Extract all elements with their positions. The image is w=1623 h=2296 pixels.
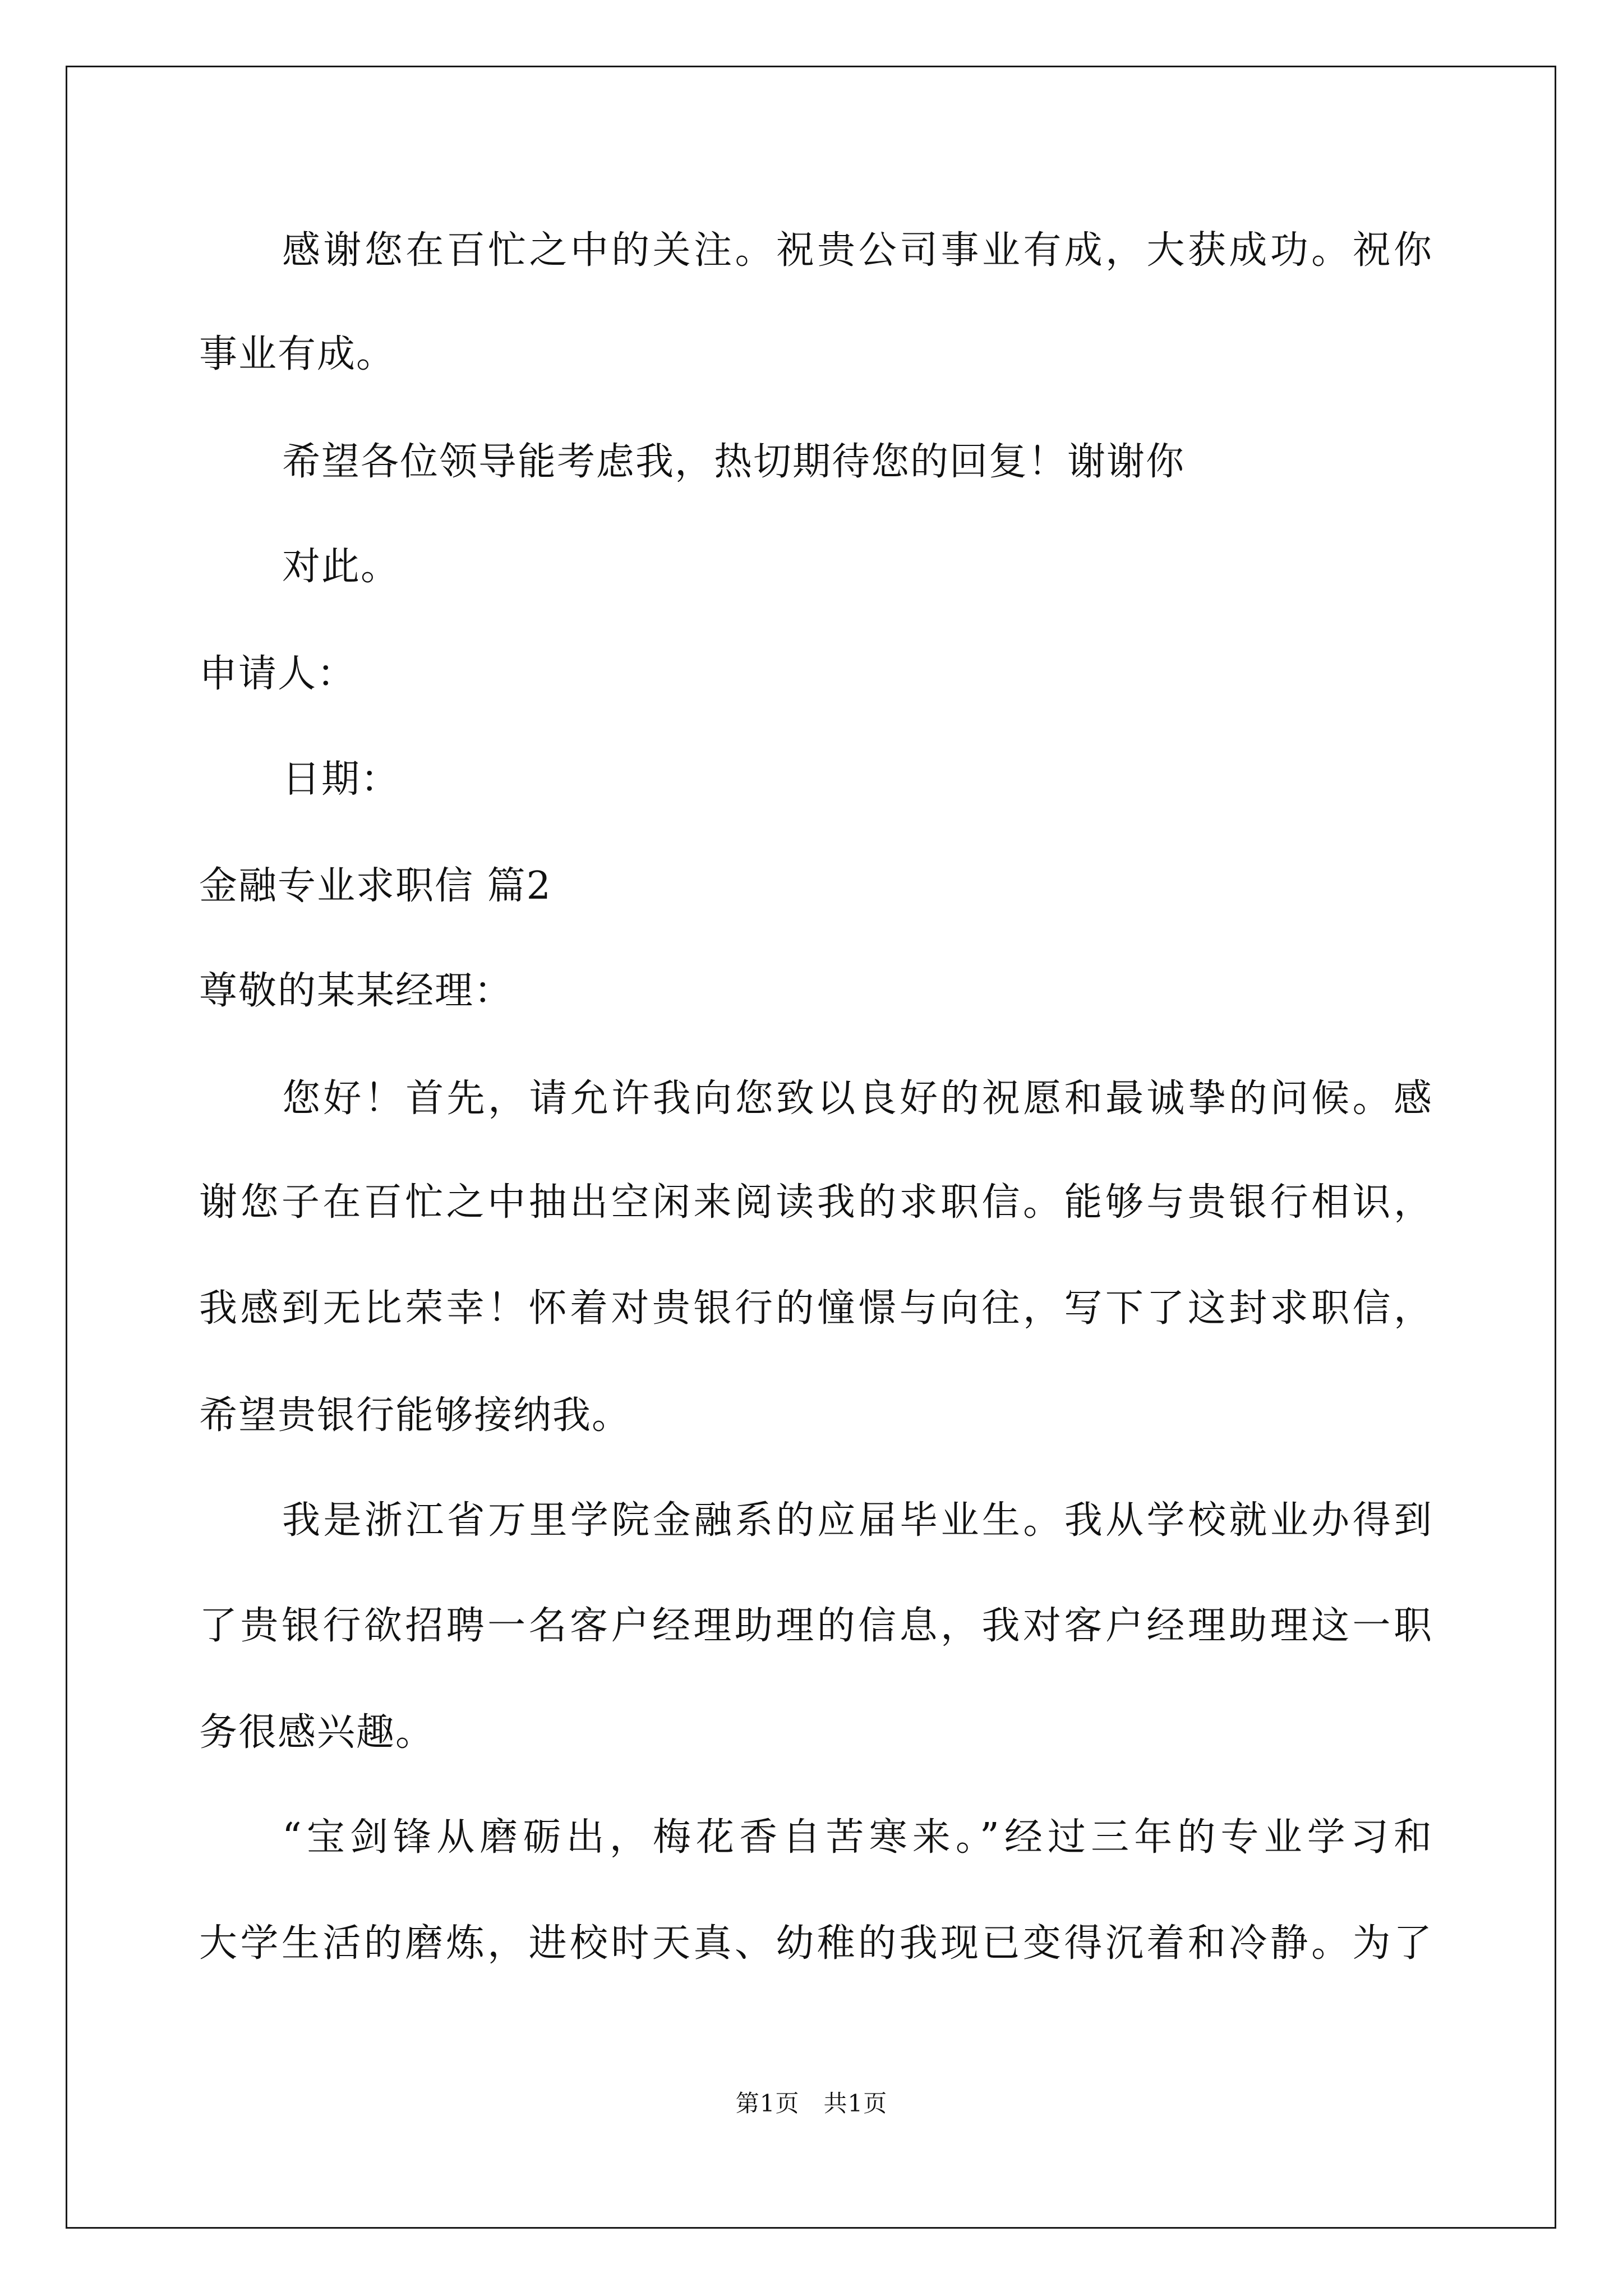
text-line: 希望各位领导能考虑我，热切期待您的回复！谢谢你 (282, 440, 1186, 484)
text-line: 您好！首先，请允许我向您致以良好的祝愿和最诚挚的问候。感 (282, 1076, 1433, 1121)
text-line: 谢您子在百忙之中抽出空闲来阅读我的求职信。能够与贵银行相识， (199, 1180, 1433, 1225)
text-line: “宝剑锋从磨砺出，梅花香自苦寒来。”经过三年的专业学习和 (282, 1815, 1433, 1860)
page-footer: 第1页 共1页 (735, 2090, 888, 2117)
text-line: 了贵银行欲招聘一名客户经理助理的信息，我对客户经理助理这一职 (199, 1604, 1433, 1648)
text-line: 对此。 (282, 545, 400, 589)
text-line: 感谢您在百忙之中的关注。祝贵公司事业有成，大获成功。祝你 (282, 228, 1433, 273)
text-line: 我是浙江省万里学院金融系的应届毕业生。我从学校就业办得到 (282, 1498, 1433, 1543)
date-label: 日期： (282, 757, 400, 802)
salutation: 尊敬的某某经理： (199, 969, 514, 1013)
text-line: 希望贵银行能够接纳我。 (199, 1393, 631, 1438)
page-frame (66, 66, 1556, 2229)
text-line: 大学生活的磨炼，进校时天真、幼稚的我现已变得沉着和冷静。为了 (199, 1921, 1433, 1966)
text-line: 事业有成。 (199, 332, 396, 376)
text-line: 我感到无比荣幸！怀着对贵银行的憧憬与向往，写下了这封求职信， (199, 1286, 1433, 1331)
section-heading: 金融专业求职信 篇2 (199, 864, 552, 908)
text-line: 务很感兴趣。 (199, 1710, 435, 1755)
applicant-label: 申请人： (199, 652, 357, 696)
